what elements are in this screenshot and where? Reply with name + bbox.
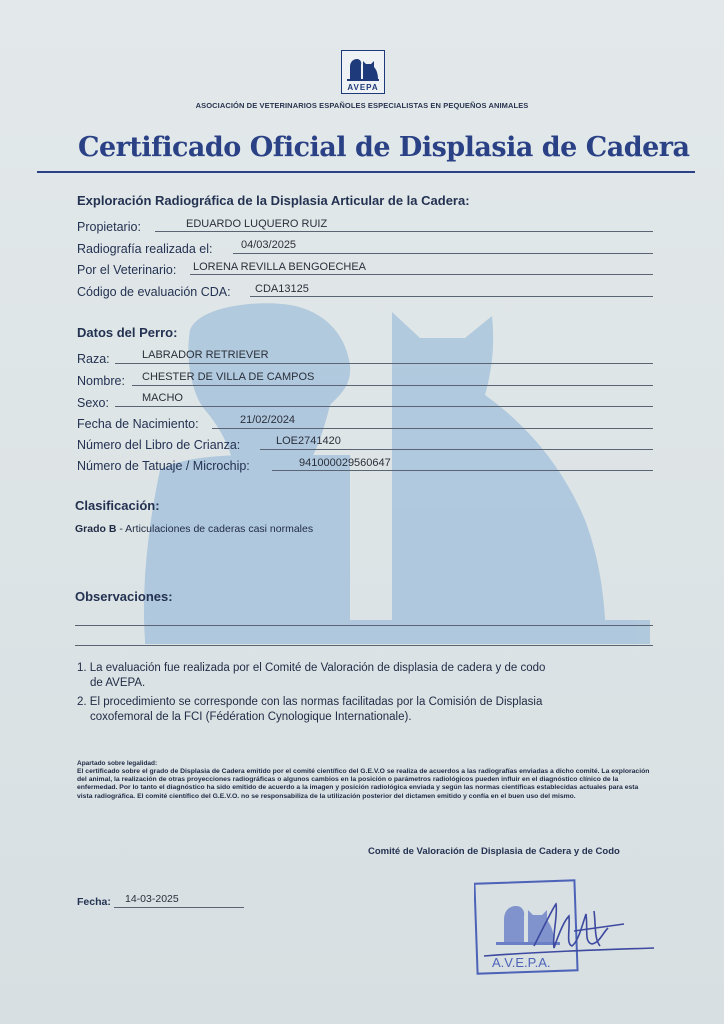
classification-heading: Clasificación: [75, 498, 160, 513]
birth-label: Fecha de Nacimiento: [77, 417, 199, 431]
legal-text: El certificado sobre el grado de Displasia de Cadera emitido por el comité científico del G.E.V.O se realiza de acuerdos a las radiografías enviadas a dicho comité. La exploración del animal, la realización de otras proyecciones radiográficas o algunos cambios en la posición o parámetros radiológicos pueden influir en el diagnóstico clínico de la enfermedad. Por lo tanto el diagnóstico ha sido emitido de acuerdo a la imagen y posición radiológica enviada y según las normas científicas establecidas actuales para esta vista radiográfica. El comité científico del G.E.V.O. no se responsabiliza de la utilización posterior del dictamen emitido y confía en el buen uso del mismo. [77, 768, 650, 800]
code-line [250, 296, 653, 297]
classification-result [75, 523, 313, 535]
book-line [260, 449, 653, 450]
birth-line [212, 428, 653, 429]
grade-description: - Articulaciones de caderas casi normales [116, 523, 314, 535]
observations-heading: Observaciones: [75, 589, 173, 604]
dog-heading: Datos del Perro: [77, 325, 178, 340]
book-label: Número del Libro de Crianza: [77, 438, 241, 452]
observations-line-2 [75, 645, 653, 646]
note-1-continued: de AVEPA. [90, 677, 146, 689]
chip-label: Número de Tatuaje / Microchip: [77, 459, 250, 473]
official-stamp-and-signature [474, 876, 684, 976]
xray-date-line [233, 253, 653, 254]
chip-value: 941000029560647 [299, 457, 391, 469]
note-2-continued: coxofemoral de la FCI (Fédération Cynologique Internationale). [90, 711, 412, 723]
grade-value: Grado B [75, 523, 117, 535]
sex-line [115, 406, 653, 407]
dog-name-label: Nombre: [77, 374, 125, 388]
code-value: CDA13125 [255, 283, 309, 295]
breed-line [115, 363, 653, 364]
vet-label: Por el Veterinario: [77, 263, 177, 277]
owner-label: Propietario: [77, 220, 141, 234]
legal-heading: Apartado sobre legalidad: [77, 760, 158, 767]
owner-value: EDUARDO LUQUERO RUIZ [186, 218, 328, 230]
date-label: Fecha: [77, 896, 111, 908]
xray-date-value: 04/03/2025 [241, 239, 297, 251]
breed-value: LABRADOR RETRIEVER [142, 349, 269, 361]
note-2: 2. El procedimiento se corresponde con las normas facilitadas por la Comisión de Displasia [77, 696, 543, 708]
man-and-dog-logo-icon [342, 53, 383, 83]
dog-name-line [132, 385, 653, 386]
birth-value: 21/02/2024 [240, 414, 296, 426]
exam-heading: Exploración Radiográfica de la Displasia Articular de la Cadera: [77, 193, 470, 208]
sex-label: Sexo: [77, 396, 109, 410]
chip-line [272, 470, 653, 471]
committee-name: Comité de Valoración de Displasia de Cadera y de Codo [368, 846, 620, 857]
sex-value: MACHO [142, 392, 183, 404]
avepa-logo [341, 50, 385, 94]
title-divider [37, 171, 695, 173]
dog-name-value: CHESTER DE VILLA DE CAMPOS [142, 371, 315, 383]
note-1: 1. La evaluación fue realizada por el Comité de Valoración de displasia de cadera y de codo [77, 662, 546, 674]
vet-line [190, 274, 653, 275]
stamp-text: A.V.E.P.A. [492, 955, 551, 970]
code-label: Código de evaluación CDA: [77, 285, 231, 299]
date-line [114, 907, 244, 908]
owner-line [155, 231, 653, 232]
observations-line-1 [75, 625, 653, 626]
book-value: LOE2741420 [276, 435, 341, 447]
xray-date-label: Radiografía realizada el: [77, 242, 213, 256]
page-title: Certificado Oficial de Displasia de Cadera [78, 132, 690, 163]
logo-text: AVEPA [347, 83, 379, 92]
breed-label: Raza: [77, 352, 110, 366]
date-value: 14-03-2025 [125, 893, 179, 905]
association-name: ASOCIACIÓN DE VETERINARIOS ESPAÑOLES ESPECIALISTAS EN PEQUEÑOS ANIMALES [195, 101, 529, 110]
vet-value: LORENA REVILLA BENGOECHEA [193, 261, 367, 273]
